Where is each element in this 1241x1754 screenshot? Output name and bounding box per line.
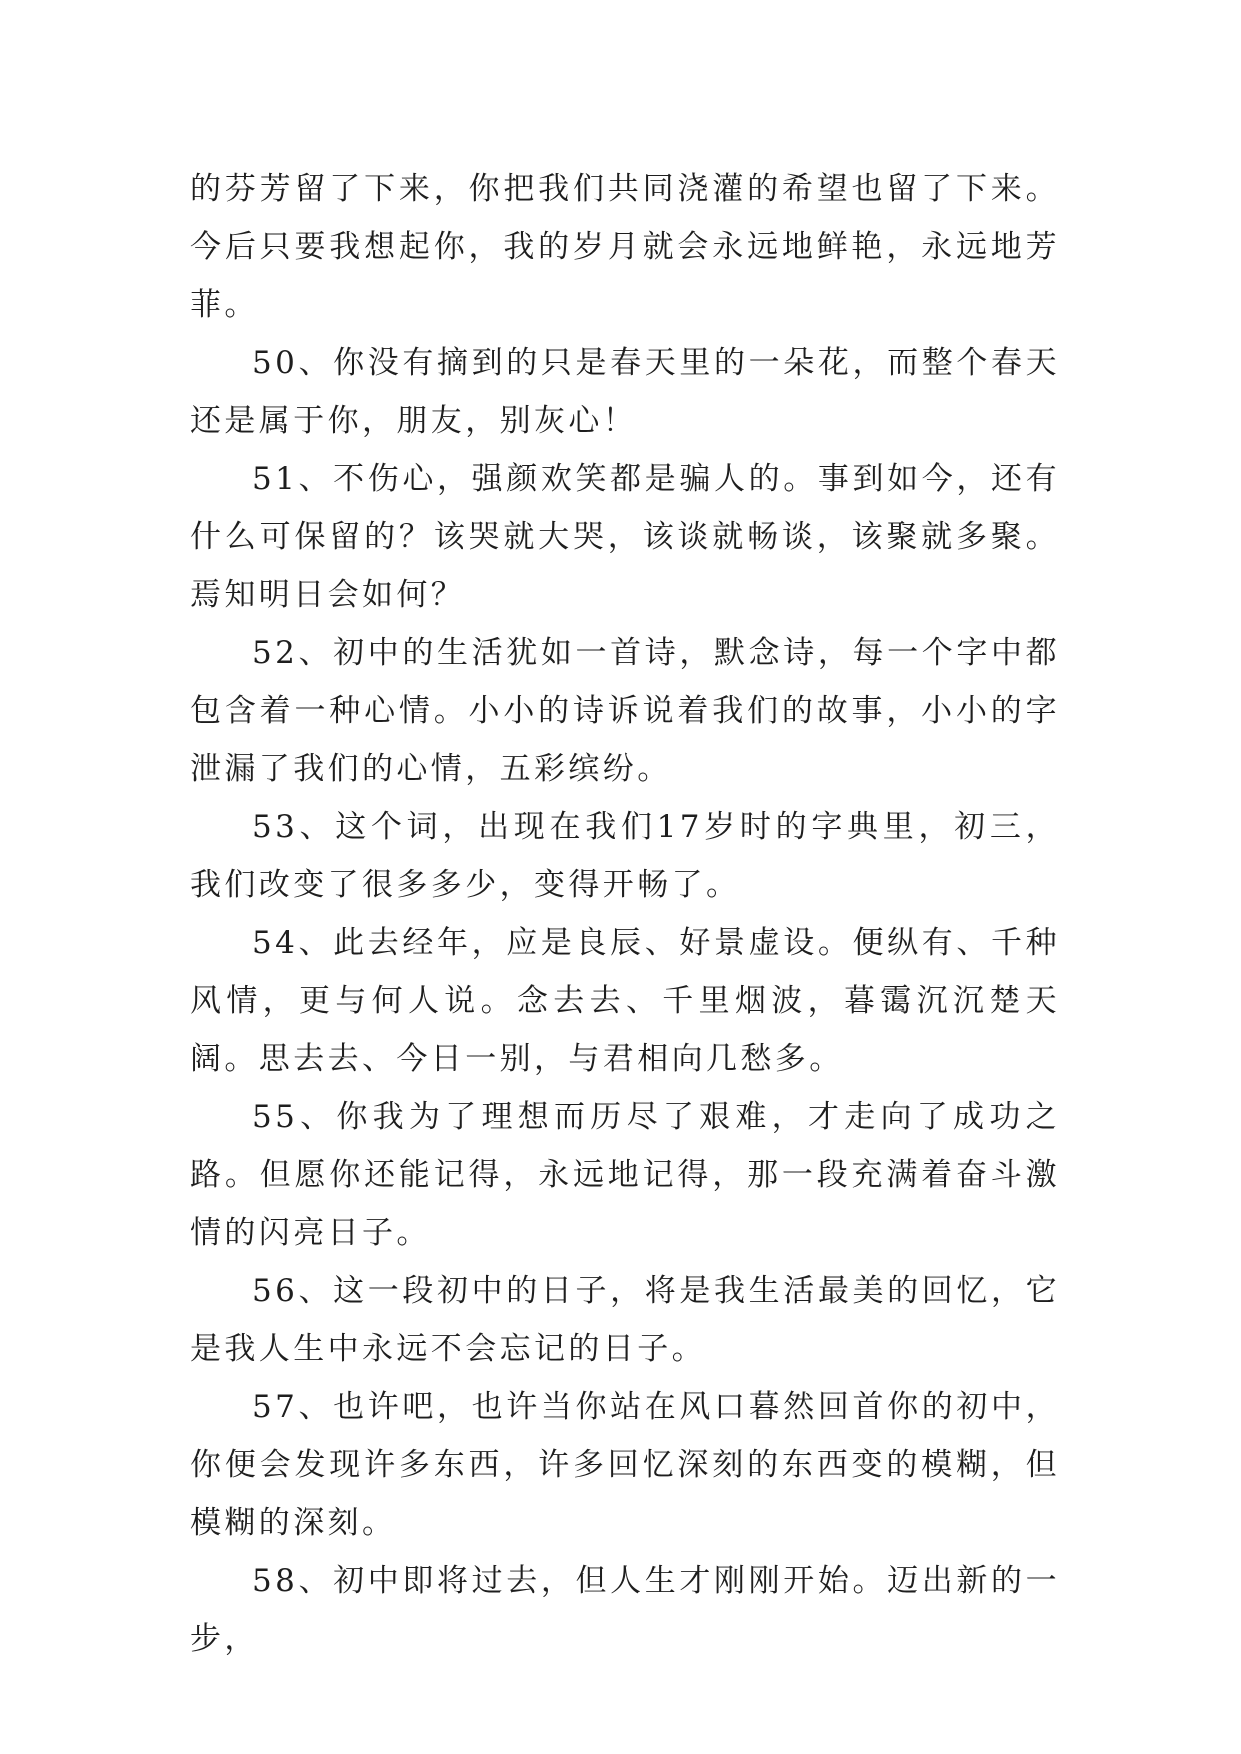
paragraph-54: 54、此去经年，应是良辰、好景虚设。便纵有、千种风情，更与何人说。念去去、千里烟波，暮霭沉沉楚天阔。思去去、今日一别，与君相向几愁多。 <box>190 925 1060 1077</box>
paragraph-50: 50、你没有摘到的只是春天里的一朵花，而整个春天还是属于你，朋友，别灰心！ <box>190 345 1060 439</box>
paragraph-58: 58、初中即将过去，但人生才刚刚开始。迈出新的一步， <box>190 1563 1060 1657</box>
paragraph-56: 56、这一段初中的日子，将是我生活最美的回忆，它是我人生中永远不会忘记的日子。 <box>190 1273 1060 1367</box>
paragraph-continuation: 的芬芳留了下来，你把我们共同浇灌的希望也留了下来。今后只要我想起你，我的岁月就会永远地鲜艳，永远地芳菲。 <box>190 171 1060 323</box>
paragraph-55: 55、你我为了理想而历尽了艰难，才走向了成功之路。但愿你还能记得，永远地记得，那一段充满着奋斗激情的闪亮日子。 <box>190 1099 1060 1251</box>
paragraph-57: 57、也许吧，也许当你站在风口暮然回首你的初中，你便会发现许多东西，许多回忆深刻的东西变的模糊，但模糊的深刻。 <box>190 1389 1060 1541</box>
paragraph-51: 51、不伤心，强颜欢笑都是骗人的。事到如今，还有什么可保留的？该哭就大哭，该谈就畅谈，该聚就多聚。焉知明日会如何？ <box>190 461 1060 613</box>
body-text <box>190 160 1060 1668</box>
paragraph-52: 52、初中的生活犹如一首诗，默念诗，每一个字中都包含着一种心情。小小的诗诉说着我们的故事，小小的字泄漏了我们的心情，五彩缤纷。 <box>190 635 1060 787</box>
paragraph-53: 53、这个词，出现在我们17岁时的字典里，初三，我们改变了很多多少，变得开畅了。 <box>190 809 1060 903</box>
